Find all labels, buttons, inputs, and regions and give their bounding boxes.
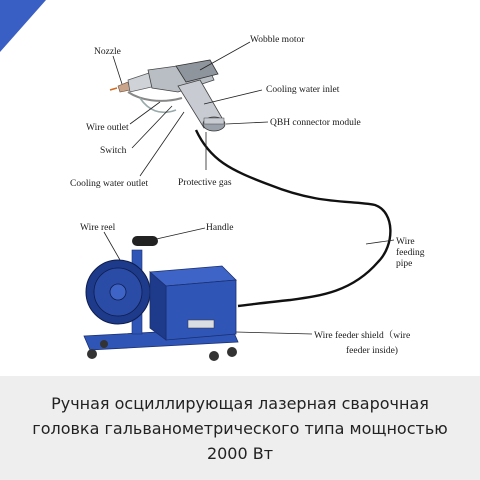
label-wire-outlet: Wire outlet xyxy=(86,123,129,133)
wire-reel-hub xyxy=(110,284,126,300)
qbh-ring xyxy=(204,118,224,124)
label-cooling-water-inlet: Cooling water inlet xyxy=(266,85,340,95)
wheel-back-left xyxy=(100,340,108,348)
wire-feeder xyxy=(84,236,238,361)
corner-accent xyxy=(0,0,46,52)
label-wobble-motor: Wobble motor xyxy=(250,35,305,45)
label-handle: Handle xyxy=(206,223,234,233)
feeder-panel xyxy=(188,320,214,328)
caption-text: Ручная осциллирующая лазерная сварочная головка гальванометрического типа мощностью 2000 Вт xyxy=(32,393,448,463)
welding-head xyxy=(110,60,225,131)
label-nozzle: Nozzle xyxy=(94,47,121,57)
label-switch: Switch xyxy=(100,146,127,156)
label-wire-feeding-pipe-line3: pipe xyxy=(396,259,413,269)
nozzle-tip xyxy=(118,82,130,92)
label-wire-feeder-shield-line2: feeder inside) xyxy=(346,346,398,356)
caption-band xyxy=(0,376,480,480)
label-qbh-connector-module: QBH connector module xyxy=(270,118,361,128)
label-wire-feeding-pipe-line2: feeding xyxy=(396,248,425,258)
label-wire-feeder-shield xyxy=(314,330,413,356)
label-wire-reel: Wire reel xyxy=(80,223,116,233)
wheel-front-right xyxy=(227,347,237,357)
wheel-front-left xyxy=(87,349,97,359)
wheel-back-right xyxy=(209,351,219,361)
laser-tip xyxy=(110,88,117,90)
handle-bar xyxy=(132,236,158,246)
feeder-box-front xyxy=(166,280,236,340)
label-protective-gas: Protective gas xyxy=(178,178,232,188)
label-cooling-water-outlet: Cooling water outlet xyxy=(70,179,149,189)
label-wire-feeding-pipe xyxy=(396,237,427,269)
label-wire-feeder-shield-line1: Wire feeder shield（wire xyxy=(314,331,411,341)
wire-guide xyxy=(128,92,182,101)
label-wire-feeding-pipe-line1: Wire xyxy=(396,237,415,247)
